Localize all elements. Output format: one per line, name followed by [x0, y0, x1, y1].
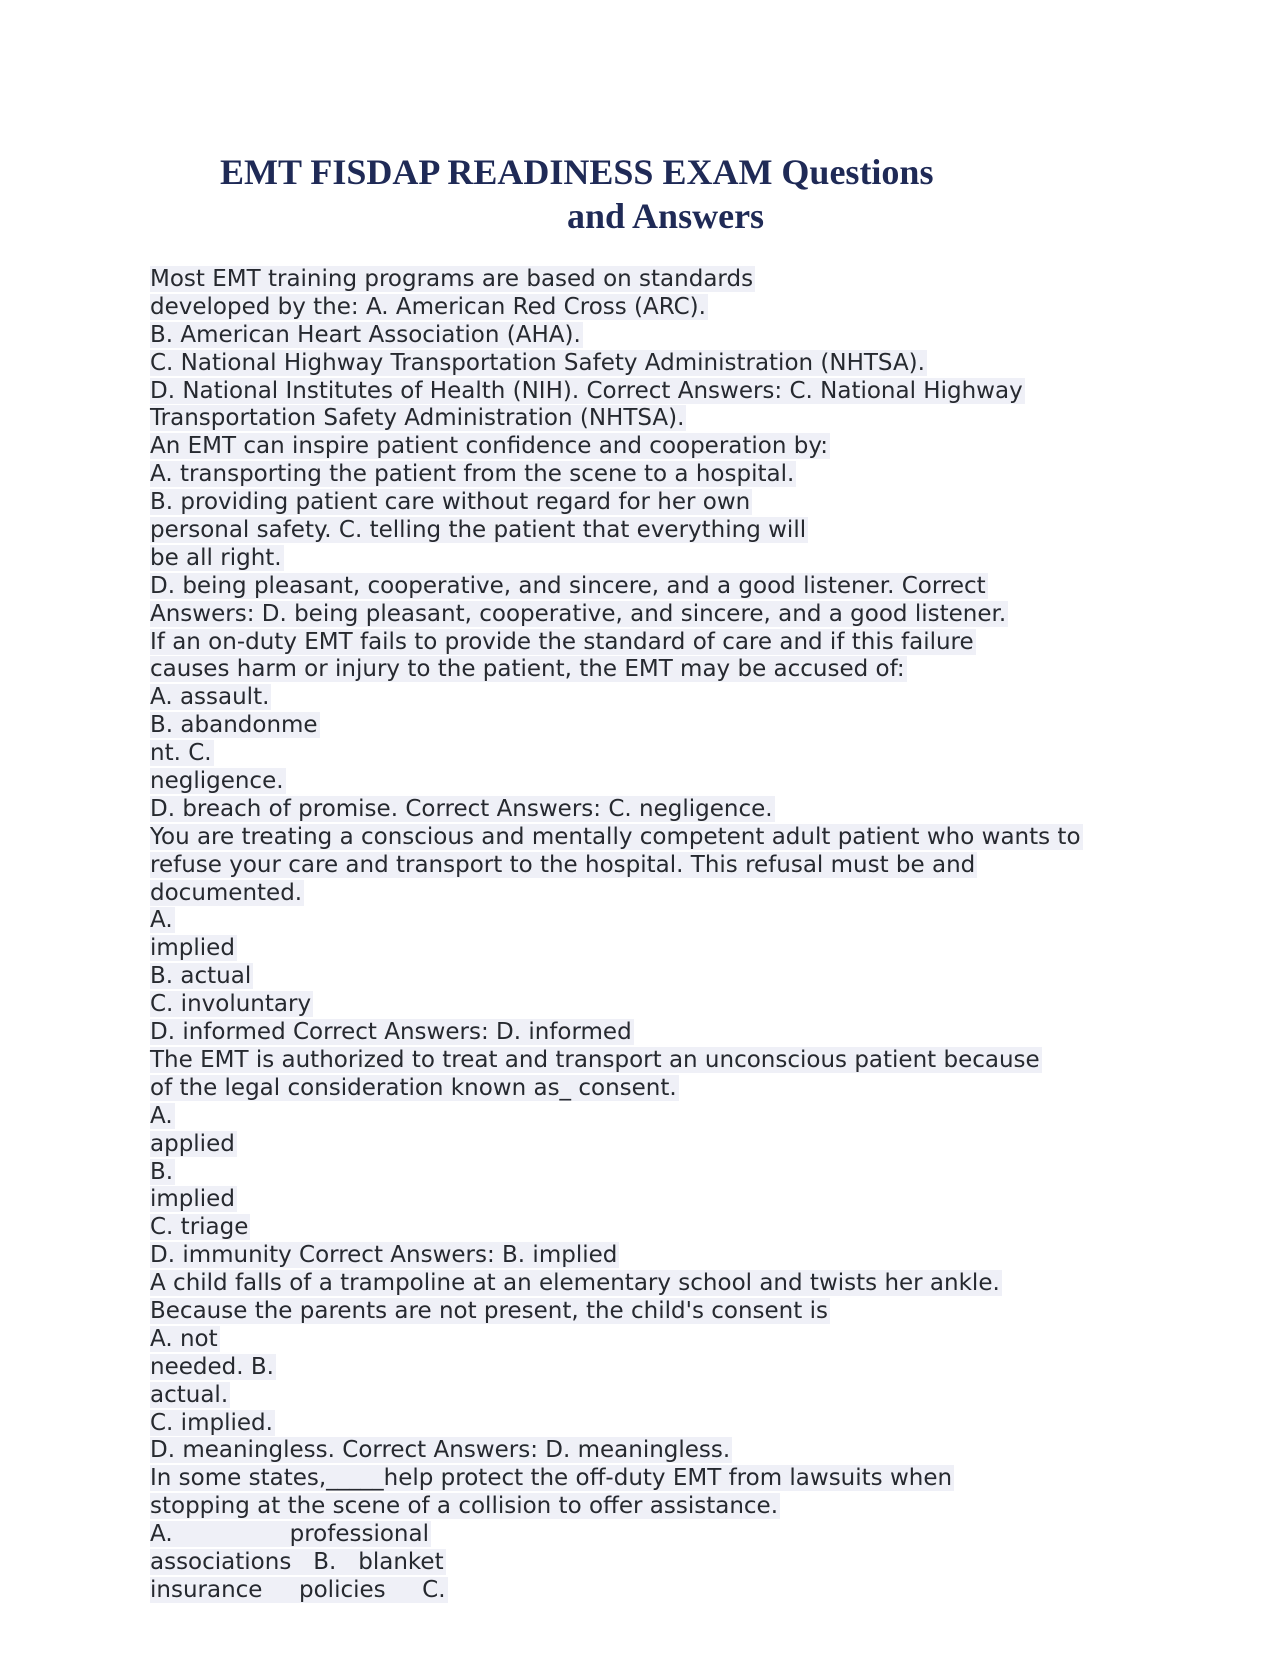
text-line: A. assault. — [150, 684, 270, 711]
text-line: B. actual — [150, 963, 252, 990]
text-line: nt. C. — [150, 740, 212, 767]
title-line-1: EMT FISDAP READINESS EXAM Questions — [220, 152, 934, 192]
text-line: A. — [150, 1102, 173, 1129]
text-line: actual. — [150, 1381, 229, 1408]
text-line: D. National Institutes of Health (NIH). Correct Answers: C. National Highway — [150, 377, 1023, 404]
text-line: refuse your care and transport to the hospital. This refusal must be and — [150, 851, 976, 878]
text-line: be all right. — [150, 544, 282, 571]
text-line: negligence. — [150, 768, 284, 795]
text-line: applied — [150, 1130, 235, 1157]
text-line: B. American Heart Association (AHA). — [150, 321, 581, 348]
text-line: documented. — [150, 879, 303, 906]
text-line: stopping at the scene of a collision to offer assistance. — [150, 1493, 779, 1520]
text-line: Answers: D. being pleasant, cooperative, and sincere, and a good listener. — [150, 600, 1007, 627]
page-title — [0, 150, 1280, 238]
text-line: insurance policies C. — [150, 1576, 446, 1603]
title-line-2: and Answers — [567, 196, 765, 236]
text-line: D. breach of promise. Correct Answers: C. negligence. — [150, 795, 773, 822]
text-line: C. National Highway Transportation Safety Administration (NHTSA). — [150, 349, 925, 376]
text-line: implied — [150, 1186, 235, 1213]
text-line: of the legal consideration known as_ consent. — [150, 1074, 677, 1101]
text-line: B. providing patient care without regard for her own — [150, 489, 751, 516]
text-line: personal safety. C. telling the patient that everything will — [150, 517, 807, 544]
text-line: You are treating a conscious and mentally competent adult patient who wants to — [150, 823, 1081, 850]
text-line: implied — [150, 935, 235, 962]
text-line: C. triage — [150, 1214, 249, 1241]
text-line: Transportation Safety Administration (NHTSA). — [150, 405, 685, 432]
text-line: A. transporting the patient from the scene to a hospital. — [150, 461, 795, 488]
text-line: The EMT is authorized to treat and transport an unconscious patient because — [150, 1046, 1040, 1073]
text-line: In some states,_____help protect the off-duty EMT from lawsuits when — [150, 1465, 953, 1492]
text-line: D. informed Correct Answers: D. informed — [150, 1019, 632, 1046]
text-line: D. meaningless. Correct Answers: D. meaningless. — [150, 1437, 731, 1464]
text-line: A. — [150, 907, 173, 934]
text-line: C. implied. — [150, 1409, 273, 1436]
document-body — [150, 266, 1150, 1605]
text-line: C. involuntary — [150, 991, 312, 1018]
text-line: Because the parents are not present, the child's consent is — [150, 1297, 828, 1324]
text-line: Most EMT training programs are based on standards — [150, 266, 754, 292]
text-line: B. abandonme — [150, 712, 318, 739]
text-line: A child falls of a trampoline at an elementary school and twists her ankle. — [150, 1270, 1000, 1297]
text-line: D. being pleasant, cooperative, and sincere, and a good listener. Correct — [150, 572, 986, 599]
text-line: developed by the: A. American Red Cross (ARC). — [150, 293, 706, 320]
text-line: needed. B. — [150, 1353, 274, 1380]
text-line: associations B. blanket — [150, 1548, 444, 1575]
text-line: B. — [150, 1158, 174, 1185]
text-line: A. professional — [150, 1521, 429, 1548]
text-line: A. not — [150, 1325, 218, 1352]
text-line: D. immunity Correct Answers: B. implied — [150, 1242, 618, 1269]
text-line: causes harm or injury to the patient, the EMT may be accused of: — [150, 656, 905, 683]
text-line: An EMT can inspire patient confidence and cooperation by: — [150, 433, 829, 460]
text-line: If an on-duty EMT fails to provide the standard of care and if this failure — [150, 628, 974, 655]
